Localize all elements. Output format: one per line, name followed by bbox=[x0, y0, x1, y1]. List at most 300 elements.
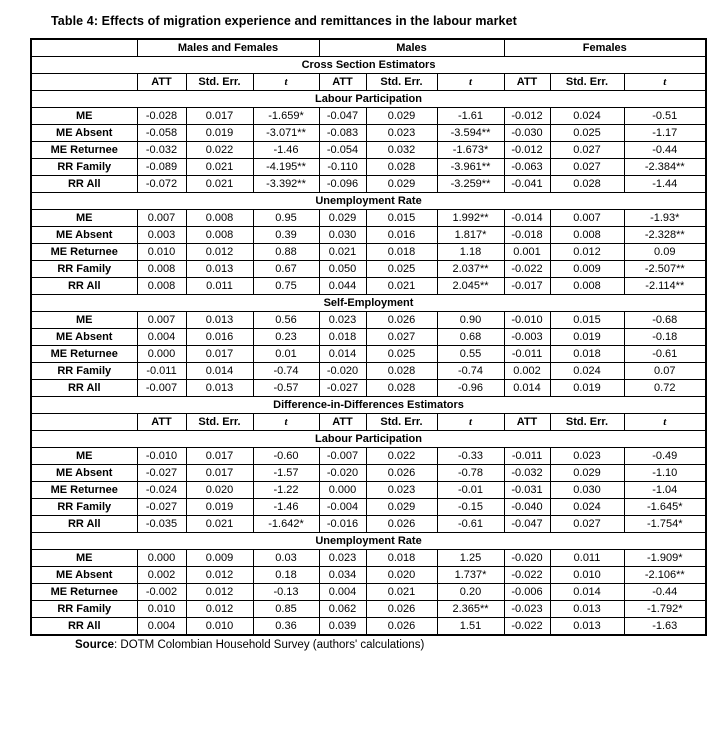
data-row bbox=[31, 125, 706, 142]
value-cell: 0.011 bbox=[186, 278, 253, 295]
value-cell: 0.018 bbox=[366, 244, 437, 261]
value-cell: 0.012 bbox=[186, 567, 253, 584]
row-label: RR Family bbox=[31, 159, 137, 176]
column-header-stderr: Std. Err. bbox=[550, 414, 624, 431]
value-cell: -4.195** bbox=[253, 159, 319, 176]
row-label: RR All bbox=[31, 516, 137, 533]
value-cell: 0.008 bbox=[550, 227, 624, 244]
value-cell: 0.034 bbox=[319, 567, 366, 584]
value-cell: 0.008 bbox=[137, 278, 186, 295]
value-cell: 0.90 bbox=[437, 312, 504, 329]
value-cell: 0.044 bbox=[319, 278, 366, 295]
row-label: ME Absent bbox=[31, 227, 137, 244]
value-cell: 0.016 bbox=[186, 329, 253, 346]
data-row bbox=[31, 346, 706, 363]
value-cell: 0.027 bbox=[366, 329, 437, 346]
value-cell: -0.33 bbox=[437, 448, 504, 465]
value-cell: 0.004 bbox=[319, 584, 366, 601]
row-label: ME Returnee bbox=[31, 244, 137, 261]
value-cell: -0.010 bbox=[137, 448, 186, 465]
data-row bbox=[31, 380, 706, 397]
value-cell: 0.029 bbox=[366, 176, 437, 193]
value-cell: 0.011 bbox=[550, 550, 624, 567]
value-cell: -1.10 bbox=[624, 465, 706, 482]
results-table-body bbox=[31, 39, 706, 635]
row-label: ME Returnee bbox=[31, 482, 137, 499]
value-cell: -0.74 bbox=[437, 363, 504, 380]
value-cell: 0.36 bbox=[253, 618, 319, 636]
data-row bbox=[31, 142, 706, 159]
row-label: ME bbox=[31, 210, 137, 227]
value-cell: 0.018 bbox=[319, 329, 366, 346]
data-row bbox=[31, 363, 706, 380]
column-header-t: t bbox=[253, 74, 319, 91]
value-cell: 0.002 bbox=[504, 363, 550, 380]
value-cell: -0.006 bbox=[504, 584, 550, 601]
estimator-row bbox=[31, 397, 706, 414]
row-label: RR All bbox=[31, 380, 137, 397]
data-row bbox=[31, 567, 706, 584]
value-cell: 0.019 bbox=[186, 499, 253, 516]
value-cell: -0.002 bbox=[137, 584, 186, 601]
value-cell: 0.88 bbox=[253, 244, 319, 261]
value-cell: -0.022 bbox=[504, 618, 550, 636]
value-cell: 0.007 bbox=[550, 210, 624, 227]
row-label: ME Returnee bbox=[31, 142, 137, 159]
data-row bbox=[31, 482, 706, 499]
column-header-att: ATT bbox=[504, 414, 550, 431]
value-cell: -1.17 bbox=[624, 125, 706, 142]
value-cell: 0.07 bbox=[624, 363, 706, 380]
value-cell: -0.054 bbox=[319, 142, 366, 159]
column-header-att: ATT bbox=[137, 414, 186, 431]
group-header-0: Males and Females bbox=[137, 39, 319, 57]
value-cell: -1.22 bbox=[253, 482, 319, 499]
value-cell: -0.011 bbox=[504, 448, 550, 465]
value-cell: 0.029 bbox=[366, 108, 437, 125]
value-cell: 0.72 bbox=[624, 380, 706, 397]
outcome-title: Self-Employment bbox=[31, 295, 706, 312]
value-cell: -1.659* bbox=[253, 108, 319, 125]
value-cell: 0.015 bbox=[550, 312, 624, 329]
value-cell: -0.13 bbox=[253, 584, 319, 601]
value-cell: 0.010 bbox=[137, 244, 186, 261]
value-cell: 0.008 bbox=[186, 227, 253, 244]
value-cell: -0.61 bbox=[624, 346, 706, 363]
column-header-t: t bbox=[624, 74, 706, 91]
value-cell: -0.011 bbox=[504, 346, 550, 363]
value-cell: 0.67 bbox=[253, 261, 319, 278]
value-cell: 2.045** bbox=[437, 278, 504, 295]
outcome-title: Labour Participation bbox=[31, 431, 706, 448]
group-header-1: Males bbox=[319, 39, 504, 57]
value-cell: 0.019 bbox=[186, 125, 253, 142]
value-cell: 1.817* bbox=[437, 227, 504, 244]
data-row bbox=[31, 618, 706, 636]
row-label: RR Family bbox=[31, 363, 137, 380]
value-cell: 0.68 bbox=[437, 329, 504, 346]
value-cell: 0.010 bbox=[137, 601, 186, 618]
value-cell: 0.028 bbox=[366, 380, 437, 397]
value-cell: 0.027 bbox=[550, 142, 624, 159]
value-cell: 0.023 bbox=[319, 550, 366, 567]
value-cell: -3.961** bbox=[437, 159, 504, 176]
value-cell: 1.51 bbox=[437, 618, 504, 636]
value-cell: 0.18 bbox=[253, 567, 319, 584]
value-cell: 0.062 bbox=[319, 601, 366, 618]
value-cell: 0.019 bbox=[550, 329, 624, 346]
value-cell: -0.020 bbox=[319, 465, 366, 482]
source-label: Source bbox=[75, 639, 114, 651]
value-cell: -0.040 bbox=[504, 499, 550, 516]
value-cell: 1.737* bbox=[437, 567, 504, 584]
outcome-title: Labour Participation bbox=[31, 91, 706, 108]
data-row bbox=[31, 176, 706, 193]
value-cell: -0.018 bbox=[504, 227, 550, 244]
value-cell: 0.004 bbox=[137, 618, 186, 636]
value-cell: 0.013 bbox=[186, 261, 253, 278]
value-cell: -0.032 bbox=[137, 142, 186, 159]
value-cell: -0.032 bbox=[504, 465, 550, 482]
value-cell: -0.15 bbox=[437, 499, 504, 516]
value-cell: 0.002 bbox=[137, 567, 186, 584]
value-cell: 2.365** bbox=[437, 601, 504, 618]
column-header-row bbox=[31, 414, 706, 431]
value-cell: 0.015 bbox=[366, 210, 437, 227]
data-row bbox=[31, 550, 706, 567]
source-note bbox=[75, 639, 711, 651]
value-cell: 0.029 bbox=[319, 210, 366, 227]
value-cell: -2.328** bbox=[624, 227, 706, 244]
value-cell: -0.023 bbox=[504, 601, 550, 618]
source-text: : DOTM Colombian Household Survey (authors' calculations) bbox=[114, 639, 425, 651]
group-header-row bbox=[31, 39, 706, 57]
value-cell: -1.57 bbox=[253, 465, 319, 482]
outcome-row bbox=[31, 533, 706, 550]
value-cell: 0.021 bbox=[186, 516, 253, 533]
value-cell: 0.75 bbox=[253, 278, 319, 295]
outcome-row bbox=[31, 431, 706, 448]
value-cell: 0.03 bbox=[253, 550, 319, 567]
value-cell: -0.016 bbox=[319, 516, 366, 533]
value-cell: 0.023 bbox=[366, 482, 437, 499]
value-cell: -0.017 bbox=[504, 278, 550, 295]
value-cell: 0.027 bbox=[550, 516, 624, 533]
value-cell: 0.012 bbox=[186, 584, 253, 601]
value-cell: 0.030 bbox=[550, 482, 624, 499]
value-cell: -0.041 bbox=[504, 176, 550, 193]
value-cell: -0.031 bbox=[504, 482, 550, 499]
value-cell: -0.083 bbox=[319, 125, 366, 142]
value-cell: 1.25 bbox=[437, 550, 504, 567]
value-cell: 0.20 bbox=[437, 584, 504, 601]
outcome-title: Unemployment Rate bbox=[31, 193, 706, 210]
data-row bbox=[31, 159, 706, 176]
value-cell: -0.063 bbox=[504, 159, 550, 176]
value-cell: 0.007 bbox=[137, 210, 186, 227]
value-cell: -0.010 bbox=[504, 312, 550, 329]
value-cell: 0.018 bbox=[550, 346, 624, 363]
value-cell: 0.55 bbox=[437, 346, 504, 363]
value-cell: -0.110 bbox=[319, 159, 366, 176]
value-cell: 0.021 bbox=[319, 244, 366, 261]
corner-cell bbox=[31, 414, 137, 431]
column-header-att: ATT bbox=[319, 414, 366, 431]
row-label: ME Returnee bbox=[31, 584, 137, 601]
outcome-row bbox=[31, 295, 706, 312]
value-cell: -1.46 bbox=[253, 499, 319, 516]
value-cell: 0.010 bbox=[550, 567, 624, 584]
value-cell: 0.022 bbox=[366, 448, 437, 465]
value-cell: -1.04 bbox=[624, 482, 706, 499]
value-cell: -0.60 bbox=[253, 448, 319, 465]
column-header-att: ATT bbox=[137, 74, 186, 91]
value-cell: 0.024 bbox=[550, 108, 624, 125]
value-cell: -1.792* bbox=[624, 601, 706, 618]
value-cell: -2.114** bbox=[624, 278, 706, 295]
value-cell: 0.09 bbox=[624, 244, 706, 261]
value-cell: -0.035 bbox=[137, 516, 186, 533]
value-cell: 0.026 bbox=[366, 618, 437, 636]
value-cell: 0.003 bbox=[137, 227, 186, 244]
value-cell: -0.01 bbox=[437, 482, 504, 499]
value-cell: 0.008 bbox=[137, 261, 186, 278]
value-cell: 0.026 bbox=[366, 465, 437, 482]
value-cell: 0.025 bbox=[366, 346, 437, 363]
data-row bbox=[31, 210, 706, 227]
value-cell: -0.027 bbox=[319, 380, 366, 397]
estimator-row bbox=[31, 57, 706, 74]
data-row bbox=[31, 227, 706, 244]
value-cell: 0.013 bbox=[186, 380, 253, 397]
value-cell: -0.027 bbox=[137, 465, 186, 482]
outcome-title: Unemployment Rate bbox=[31, 533, 706, 550]
value-cell: 0.014 bbox=[186, 363, 253, 380]
row-label: ME bbox=[31, 312, 137, 329]
value-cell: 0.020 bbox=[366, 567, 437, 584]
value-cell: 0.013 bbox=[186, 312, 253, 329]
value-cell: 0.024 bbox=[550, 499, 624, 516]
value-cell: 0.010 bbox=[186, 618, 253, 636]
value-cell: 0.027 bbox=[550, 159, 624, 176]
value-cell: -0.058 bbox=[137, 125, 186, 142]
value-cell: 0.85 bbox=[253, 601, 319, 618]
value-cell: -0.78 bbox=[437, 465, 504, 482]
value-cell: -0.007 bbox=[319, 448, 366, 465]
column-header-stderr: Std. Err. bbox=[366, 74, 437, 91]
value-cell: -0.024 bbox=[137, 482, 186, 499]
value-cell: 0.025 bbox=[366, 261, 437, 278]
data-row bbox=[31, 499, 706, 516]
value-cell: 0.022 bbox=[186, 142, 253, 159]
value-cell: 0.024 bbox=[550, 363, 624, 380]
value-cell: -0.047 bbox=[504, 516, 550, 533]
value-cell: 0.008 bbox=[186, 210, 253, 227]
row-label: ME Absent bbox=[31, 329, 137, 346]
row-label: RR All bbox=[31, 618, 137, 636]
value-cell: -0.44 bbox=[624, 142, 706, 159]
value-cell: 0.028 bbox=[366, 159, 437, 176]
value-cell: 0.000 bbox=[319, 482, 366, 499]
value-cell: -1.754* bbox=[624, 516, 706, 533]
results-table bbox=[30, 38, 707, 636]
outcome-row bbox=[31, 193, 706, 210]
value-cell: -0.51 bbox=[624, 108, 706, 125]
group-header-2: Females bbox=[504, 39, 706, 57]
value-cell: -0.022 bbox=[504, 261, 550, 278]
column-header-stderr: Std. Err. bbox=[366, 414, 437, 431]
value-cell: -1.673* bbox=[437, 142, 504, 159]
value-cell: 0.021 bbox=[366, 278, 437, 295]
value-cell: -0.96 bbox=[437, 380, 504, 397]
value-cell: -0.020 bbox=[319, 363, 366, 380]
value-cell: 0.021 bbox=[186, 159, 253, 176]
value-cell: -0.74 bbox=[253, 363, 319, 380]
row-label: RR Family bbox=[31, 601, 137, 618]
value-cell: 0.018 bbox=[366, 550, 437, 567]
corner-cell bbox=[31, 74, 137, 91]
outcome-row bbox=[31, 91, 706, 108]
value-cell: -3.594** bbox=[437, 125, 504, 142]
row-label: RR All bbox=[31, 176, 137, 193]
value-cell: 0.007 bbox=[137, 312, 186, 329]
table-title: Table 4: Effects of migration experience and remittances in the labour market bbox=[51, 14, 517, 28]
value-cell: 0.95 bbox=[253, 210, 319, 227]
value-cell: -0.072 bbox=[137, 176, 186, 193]
row-label: ME Absent bbox=[31, 567, 137, 584]
column-header-t: t bbox=[624, 414, 706, 431]
value-cell: 0.019 bbox=[550, 380, 624, 397]
value-cell: 0.017 bbox=[186, 346, 253, 363]
value-cell: 0.009 bbox=[186, 550, 253, 567]
value-cell: 0.008 bbox=[550, 278, 624, 295]
value-cell: -0.047 bbox=[319, 108, 366, 125]
row-label: ME bbox=[31, 108, 137, 125]
value-cell: 0.39 bbox=[253, 227, 319, 244]
value-cell: 0.012 bbox=[550, 244, 624, 261]
value-cell: -0.028 bbox=[137, 108, 186, 125]
value-cell: -0.004 bbox=[319, 499, 366, 516]
value-cell: -1.645* bbox=[624, 499, 706, 516]
value-cell: 0.016 bbox=[366, 227, 437, 244]
value-cell: 0.56 bbox=[253, 312, 319, 329]
data-row bbox=[31, 601, 706, 618]
data-row bbox=[31, 261, 706, 278]
value-cell: 0.021 bbox=[366, 584, 437, 601]
value-cell: 0.023 bbox=[550, 448, 624, 465]
value-cell: 0.001 bbox=[504, 244, 550, 261]
value-cell: 0.014 bbox=[550, 584, 624, 601]
value-cell: 2.037** bbox=[437, 261, 504, 278]
value-cell: -0.022 bbox=[504, 567, 550, 584]
value-cell: -0.096 bbox=[319, 176, 366, 193]
value-cell: -3.071** bbox=[253, 125, 319, 142]
value-cell: 0.025 bbox=[550, 125, 624, 142]
data-row bbox=[31, 516, 706, 533]
row-label: ME Returnee bbox=[31, 346, 137, 363]
data-row bbox=[31, 465, 706, 482]
value-cell: -3.259** bbox=[437, 176, 504, 193]
value-cell: 0.029 bbox=[366, 499, 437, 516]
value-cell: -0.007 bbox=[137, 380, 186, 397]
value-cell: 0.026 bbox=[366, 601, 437, 618]
value-cell: 0.023 bbox=[319, 312, 366, 329]
value-cell: 0.012 bbox=[186, 601, 253, 618]
value-cell: 1.18 bbox=[437, 244, 504, 261]
data-row bbox=[31, 312, 706, 329]
value-cell: 0.000 bbox=[137, 346, 186, 363]
column-header-row bbox=[31, 74, 706, 91]
row-label: ME Absent bbox=[31, 465, 137, 482]
value-cell: 0.028 bbox=[550, 176, 624, 193]
value-cell: -0.014 bbox=[504, 210, 550, 227]
data-row bbox=[31, 329, 706, 346]
value-cell: -1.61 bbox=[437, 108, 504, 125]
value-cell: 0.039 bbox=[319, 618, 366, 636]
value-cell: -1.44 bbox=[624, 176, 706, 193]
data-row bbox=[31, 584, 706, 601]
value-cell: -2.507** bbox=[624, 261, 706, 278]
value-cell: -0.18 bbox=[624, 329, 706, 346]
row-label: RR Family bbox=[31, 261, 137, 278]
data-row bbox=[31, 108, 706, 125]
value-cell: 0.017 bbox=[186, 448, 253, 465]
value-cell: 0.021 bbox=[186, 176, 253, 193]
value-cell: 0.028 bbox=[366, 363, 437, 380]
value-cell: -1.46 bbox=[253, 142, 319, 159]
value-cell: 0.014 bbox=[319, 346, 366, 363]
value-cell: 0.029 bbox=[550, 465, 624, 482]
value-cell: 0.026 bbox=[366, 516, 437, 533]
value-cell: 0.014 bbox=[504, 380, 550, 397]
value-cell: 0.032 bbox=[366, 142, 437, 159]
column-header-stderr: Std. Err. bbox=[186, 414, 253, 431]
value-cell: -1.642* bbox=[253, 516, 319, 533]
column-header-t: t bbox=[437, 74, 504, 91]
value-cell: -0.027 bbox=[137, 499, 186, 516]
column-header-att: ATT bbox=[504, 74, 550, 91]
value-cell: -0.49 bbox=[624, 448, 706, 465]
value-cell: -0.003 bbox=[504, 329, 550, 346]
row-label: RR All bbox=[31, 278, 137, 295]
column-header-t: t bbox=[437, 414, 504, 431]
column-header-stderr: Std. Err. bbox=[186, 74, 253, 91]
data-row bbox=[31, 448, 706, 465]
value-cell: -0.020 bbox=[504, 550, 550, 567]
row-label: ME Absent bbox=[31, 125, 137, 142]
value-cell: 0.012 bbox=[186, 244, 253, 261]
row-label: ME bbox=[31, 448, 137, 465]
value-cell: -2.384** bbox=[624, 159, 706, 176]
value-cell: -0.68 bbox=[624, 312, 706, 329]
value-cell: -0.012 bbox=[504, 108, 550, 125]
value-cell: 0.017 bbox=[186, 108, 253, 125]
value-cell: -3.392** bbox=[253, 176, 319, 193]
value-cell: -1.93* bbox=[624, 210, 706, 227]
value-cell: 0.030 bbox=[319, 227, 366, 244]
value-cell: -0.44 bbox=[624, 584, 706, 601]
value-cell: -0.030 bbox=[504, 125, 550, 142]
value-cell: 0.01 bbox=[253, 346, 319, 363]
value-cell: 0.026 bbox=[366, 312, 437, 329]
value-cell: 0.004 bbox=[137, 329, 186, 346]
value-cell: 0.023 bbox=[366, 125, 437, 142]
value-cell: 0.020 bbox=[186, 482, 253, 499]
value-cell: 0.017 bbox=[186, 465, 253, 482]
value-cell: 0.013 bbox=[550, 601, 624, 618]
value-cell: -1.63 bbox=[624, 618, 706, 636]
value-cell: 0.013 bbox=[550, 618, 624, 636]
